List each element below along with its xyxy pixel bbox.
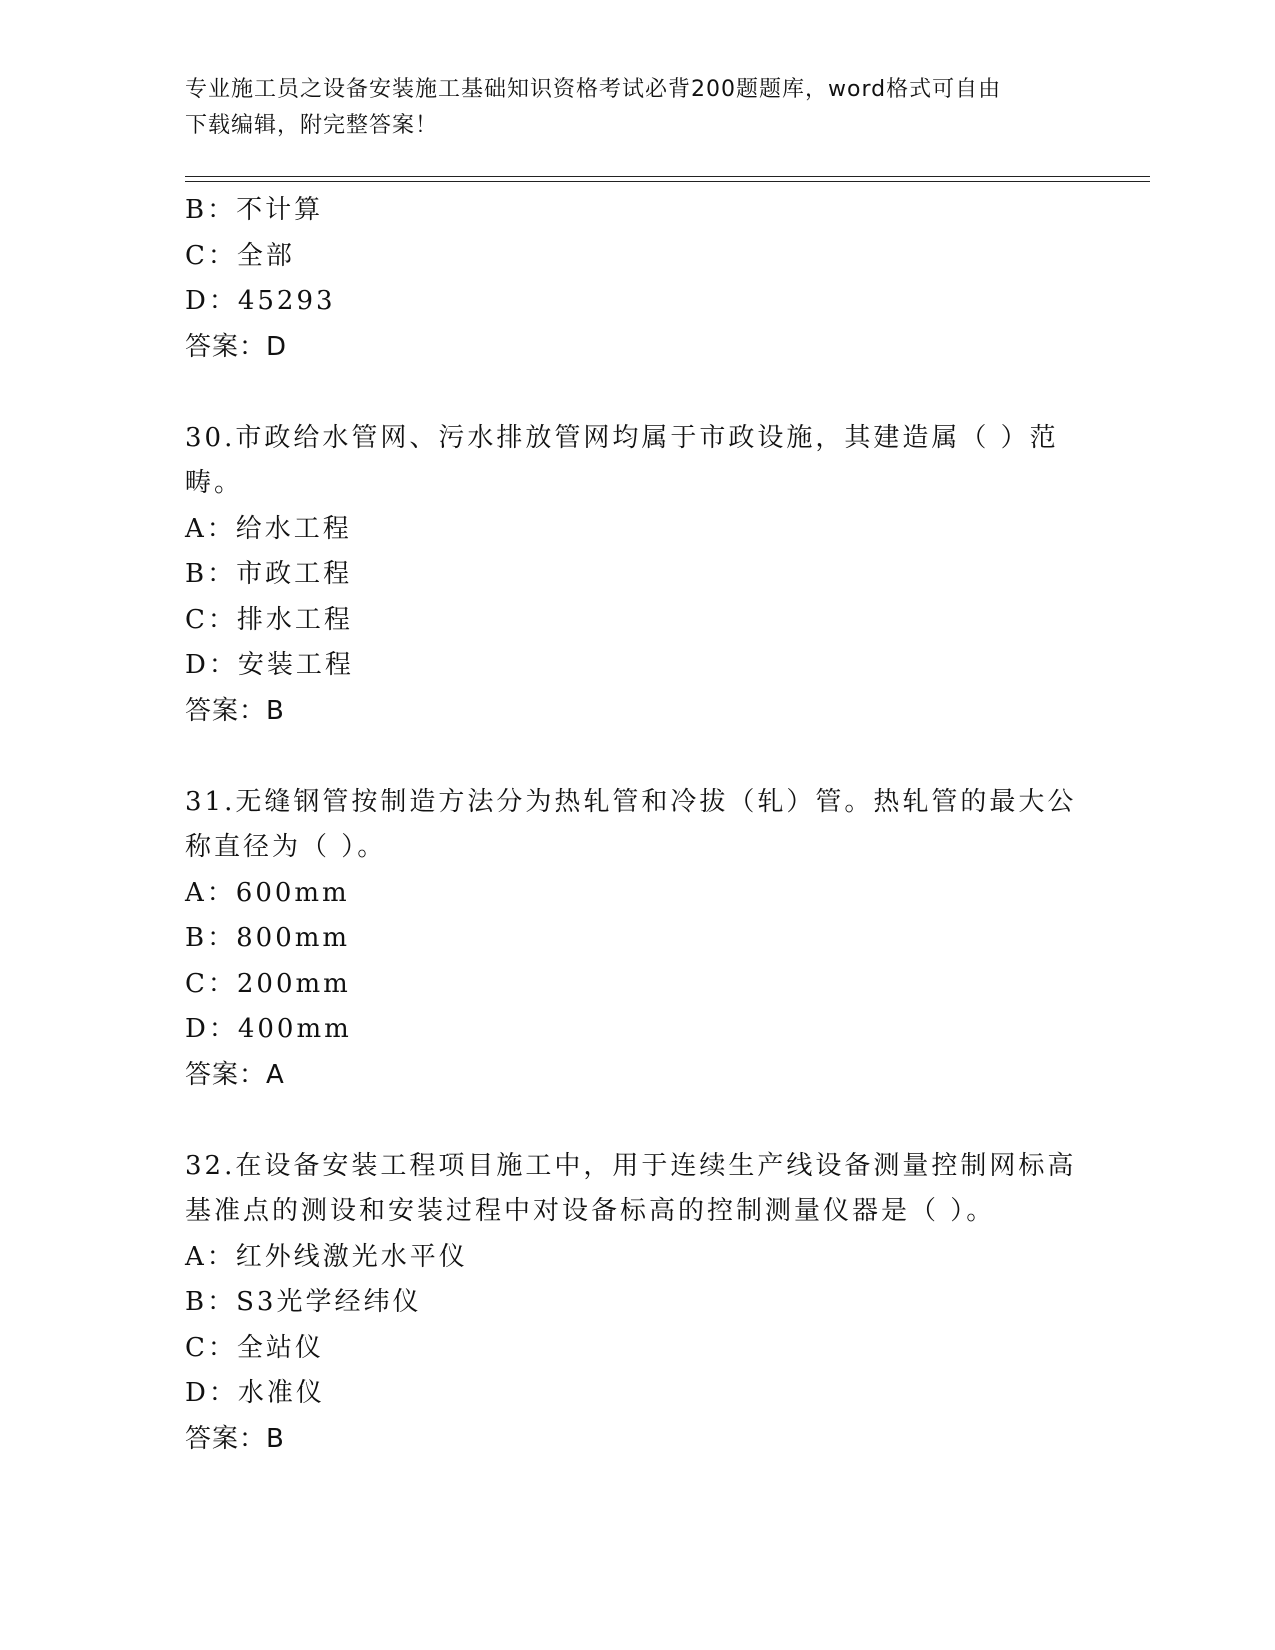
option-c: C：全部	[185, 240, 295, 271]
header-title-line-2: 下载编辑，附完整答案！	[185, 113, 439, 138]
answer-line: 答案：D	[185, 331, 288, 362]
question-text-line-2: 基准点的测设和安装过程中对设备标高的控制测量仪器是（ ）。	[185, 1196, 996, 1226]
option-c: C：排水工程	[185, 604, 353, 635]
option-b: B：市政工程	[185, 559, 353, 589]
option-a: A：给水工程	[185, 513, 352, 544]
option-b: B：800mm	[185, 923, 351, 953]
option-d: D：安装工程	[185, 650, 354, 680]
question-list	[185, 188, 1085, 1462]
option-a: A：600mm	[185, 877, 350, 908]
header-title-line-1: 专业施工员之设备安装施工基础知识资格考试必背200题题库，word格式可自由	[185, 77, 1002, 102]
answer-line: 答案：B	[185, 695, 285, 726]
header-divider-top	[185, 176, 1150, 177]
question-30	[185, 416, 1085, 735]
option-c: C：200mm	[185, 968, 351, 999]
answer-line: 答案：A	[185, 1059, 285, 1090]
option-d: D：水准仪	[185, 1378, 325, 1408]
question-text-line-2: 畴。	[185, 468, 244, 498]
answer-line: 答案：B	[185, 1423, 285, 1454]
document-header	[185, 72, 1065, 144]
option-d: D：45293	[185, 286, 336, 316]
spacer	[185, 370, 1085, 416]
option-a: A：红外线激光水平仪	[185, 1241, 468, 1272]
spacer	[185, 1098, 1085, 1144]
question-31	[185, 780, 1085, 1099]
option-c: C：全站仪	[185, 1332, 324, 1363]
question-text-line-1: 31.无缝钢管按制造方法分为热轧管和冷拔（轧）管。热轧管的最大公	[185, 786, 1077, 817]
option-b: B：S3光学经纬仪	[185, 1287, 422, 1317]
question-text-line-1: 32.在设备安装工程项目施工中，用于连续生产线设备测量控制网标高	[185, 1150, 1077, 1181]
header-divider-bottom	[185, 181, 1150, 182]
question-32	[185, 1144, 1085, 1463]
question-text-line-2: 称直径为（ ）。	[185, 832, 387, 862]
previous-question-tail	[185, 188, 1085, 370]
question-text-line-1: 30.市政给水管网、污水排放管网均属于市政设施，其建造属（ ）范	[185, 422, 1059, 453]
option-b: B：不计算	[185, 195, 324, 225]
spacer	[185, 734, 1085, 780]
option-d: D：400mm	[185, 1014, 352, 1044]
